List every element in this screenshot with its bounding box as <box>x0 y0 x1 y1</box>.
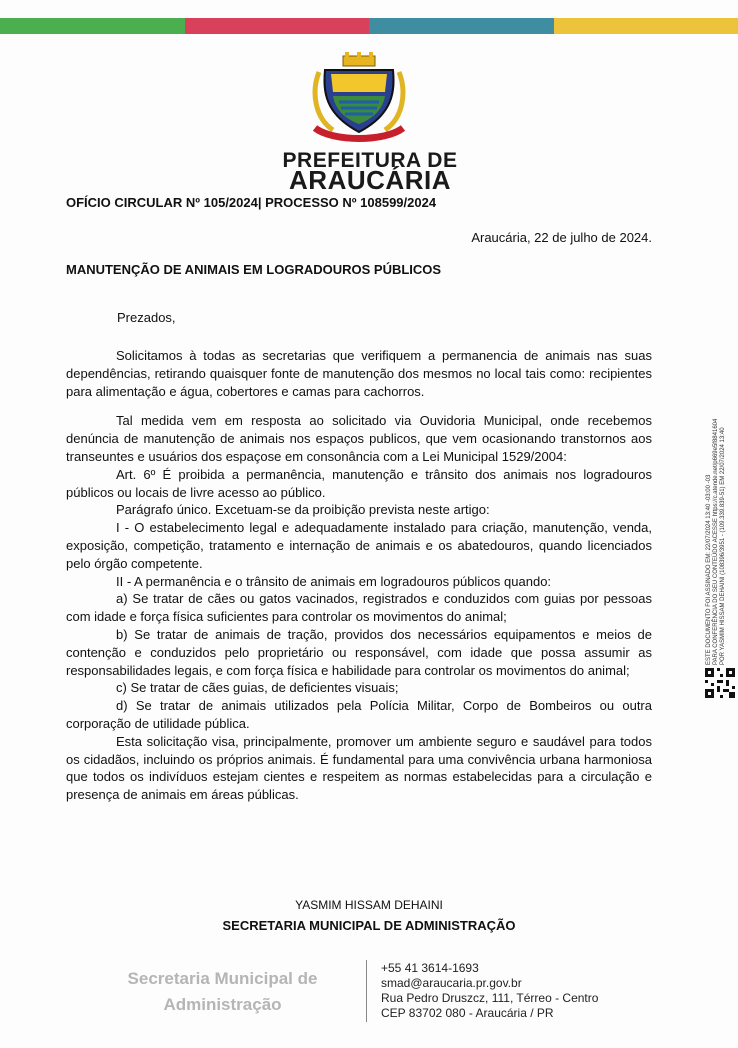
footer-cep: CEP 83702 080 - Araucária / PR <box>381 1006 554 1020</box>
body-paragraph: Art. 6º É proibida a permanência, manutenção e trânsito dos animais nos logradouros públicos ou locais de livre acesso ao público. <box>66 466 652 500</box>
footer-brand-line2: Administração <box>163 995 282 1014</box>
signer-role: SECRETARIA MUNICIPAL DE ADMINISTRAÇÃO <box>222 918 516 933</box>
stamp-line1: ESTE DOCUMENTO FOI ASSINADO EM: 22/07/2024 13:40 -03:00 -03 <box>706 474 712 665</box>
qr-code-icon <box>705 668 735 698</box>
greeting: Prezados, <box>117 310 176 325</box>
stamp-line2: PARA CONFERÊNCIA DO SEU CONTEÚDO ACESSE https://c.atende.net/p669e5f8841604 <box>713 418 719 665</box>
logo-title-line1: PREFEITURA DE <box>282 149 458 172</box>
footer-email: smad@araucaria.pr.gov.br <box>381 976 522 990</box>
document-subject: MANUTENÇÃO DE ANIMAIS EM LOGRADOUROS PÚBLICOS <box>66 262 442 277</box>
footer-divider <box>366 960 367 1022</box>
body-paragraph: b) Se tratar de animais de tração, providos dos necessários equipamentos e meios de contenção e conduzidos pelo proprietário ou responsável, com idade que possa assumir as responsabilidades legais, e com força física e habilidade para controlar os movimentos do animal; <box>66 626 652 678</box>
logo-title-line2: ARAUCÁRIA <box>289 165 451 195</box>
body-paragraph: c) Se tratar de cães guias, de deficientes visuais; <box>116 680 399 696</box>
document-body <box>66 347 652 804</box>
body-paragraph: a) Se tratar de cães ou gatos vacinados, registrados e conduzidos com guias por pessoas com idade e força física suficientes para controlar os movimentos do animal; <box>66 591 652 625</box>
signer-name: YASMIM HISSAM DEHAINI <box>295 898 443 912</box>
footer-brand <box>100 966 345 1018</box>
stripe-teal <box>369 18 554 34</box>
body-paragraph: Solicitamos à todas as secretarias que verifiquem a permanencia de animais nas suas dependências, retirando quaisquer fonte de manutenção dos mesmos no local tais como: recipientes para alimentação e água, cobertores e camas para cachorros. <box>66 348 652 399</box>
stripe-yellow <box>554 18 738 34</box>
footer-contact <box>381 961 598 1021</box>
footer-address: Rua Pedro Druszcz, 111, Térreo - Centro <box>381 991 599 1005</box>
body-paragraph: Parágrafo único. Excetuam-se da proibição prevista neste artigo: <box>116 502 490 518</box>
body-paragraph: d) Se tratar de animais utilizados pela Polícia Militar, Corpo de Bombeiros ou outra corporação de utilidade pública. <box>66 698 652 731</box>
document-header: OFÍCIO CIRCULAR Nº 105/2024| PROCESSO Nº 108599/2024 <box>66 195 437 210</box>
stamp-line3: POR YASMIM HISSAM DEHAINI (108396/3951 - (109.339.839-51) EM 22/07/2024 13:40 <box>720 427 726 665</box>
stripe-red <box>185 18 370 34</box>
footer-brand-line1: Secretaria Municipal de <box>127 969 318 988</box>
coat-of-arms-emblem <box>303 52 415 144</box>
body-paragraph: Esta solicitação visa, principalmente, promover um ambiente seguro e saudável para todos os cidadãos, incluindo os próprios animais. É fundamental para uma convivência urbana harmoniosa que todos os indivíduos estejam cientes e respeitem as normas estabelecidas para a circulação e presença de animais em áreas públicas. <box>66 733 652 803</box>
stripe-green <box>0 18 185 34</box>
body-paragraph: I - O estabelecimento legal e adequadamente instalado para criação, manutenção, venda, exposição, competição, tratamento e internação de animais e os abatedouros, quando licenciados pelo órgão competente. <box>66 520 652 571</box>
body-paragraph: Tal medida vem em resposta ao solicitado via Ouvidoria Municipal, onde recebemos denúncia de manutenção de animais nos espaços publicos, que vem ocasionando transtornos aos transeuntes e usuários dos espaçose em consonância com a Lei Municipal 1529/2004: <box>66 413 652 464</box>
body-paragraph: II - A permanência e o trânsito de animais em logradouros públicos quando: <box>116 573 552 589</box>
document-date: Araucária, 22 de julho de 2024. <box>471 230 652 245</box>
signature-verification-stamp <box>706 355 727 665</box>
color-stripes <box>0 18 738 34</box>
footer-phone: +55 41 3614-1693 <box>381 961 479 975</box>
